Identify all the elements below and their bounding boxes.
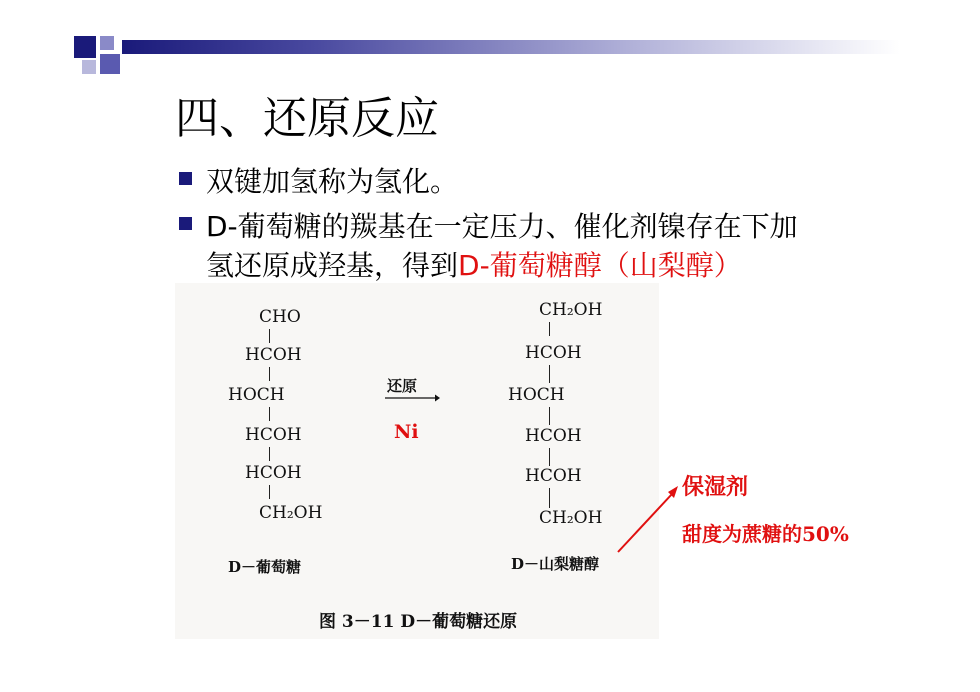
annotation-arrow-icon — [614, 480, 684, 556]
sorbitol-group-4: HCOH — [525, 426, 582, 446]
glucose-group-5: HCOH — [245, 463, 302, 483]
header-square — [100, 54, 120, 74]
bond-line — [549, 407, 550, 425]
reaction-figure — [175, 283, 659, 639]
bullet-2-text-2: 氢还原成羟基，得到 — [206, 249, 459, 282]
glucose-group-1: CHO — [259, 307, 301, 327]
glucose-group-4: HCOH — [245, 425, 302, 445]
annotation-humectant: 保湿剂 — [682, 474, 749, 500]
bullet-square-icon — [179, 172, 192, 185]
catalyst-label: Ni — [394, 421, 419, 443]
bullet-1-text: 双键加氢称为氢化。 — [206, 165, 459, 198]
glucose-group-6: CH₂OH — [259, 503, 323, 523]
bond-line — [549, 365, 550, 383]
glucose-group-2: HCOH — [245, 345, 302, 365]
reaction-arrow-icon — [383, 393, 441, 403]
figure-caption: 图 3－11 D－葡萄糖还原 — [319, 612, 518, 632]
sorbitol-label: D－山梨糖醇 — [511, 555, 600, 573]
header-gradient-bar — [122, 40, 900, 54]
bond-line — [549, 448, 550, 466]
bond-line — [269, 329, 270, 343]
sorbitol-group-6: CH₂OH — [539, 508, 603, 528]
glucose-group-3: HOCH — [228, 385, 285, 405]
bullet-2-red-text: 葡萄糖醇（山梨醇） — [489, 249, 742, 282]
arrow-label: 还原 — [387, 377, 418, 395]
slide-title: 四、还原反应 — [175, 93, 439, 144]
header-square — [74, 36, 96, 58]
bullet-2-prefix: D- — [206, 210, 238, 243]
glucose-label: D－葡萄糖 — [228, 558, 302, 576]
sorbitol-group-2: HCOH — [525, 343, 582, 363]
bullet-2-line-2 — [206, 244, 742, 284]
header-square — [100, 36, 114, 50]
bullet-square-icon — [179, 217, 192, 230]
sorbitol-group-3: HOCH — [508, 385, 565, 405]
annotation-sweetness: 甜度为蔗糖的50% — [682, 522, 849, 546]
sorbitol-group-1: CH₂OH — [539, 300, 603, 320]
bond-line — [549, 488, 550, 508]
bond-line — [549, 322, 550, 336]
bond-line — [269, 447, 270, 461]
sorbitol-group-5: HCOH — [525, 466, 582, 486]
bullet-2-red-prefix: D- — [458, 249, 490, 282]
bond-line — [269, 485, 270, 499]
bond-line — [269, 367, 270, 381]
bond-line — [269, 407, 270, 421]
bullet-2-line-1 — [206, 205, 798, 245]
bullet-2-text-1: 葡萄糖的羰基在一定压力、催化剂镍存在下加 — [237, 210, 798, 243]
header-square — [82, 60, 96, 74]
